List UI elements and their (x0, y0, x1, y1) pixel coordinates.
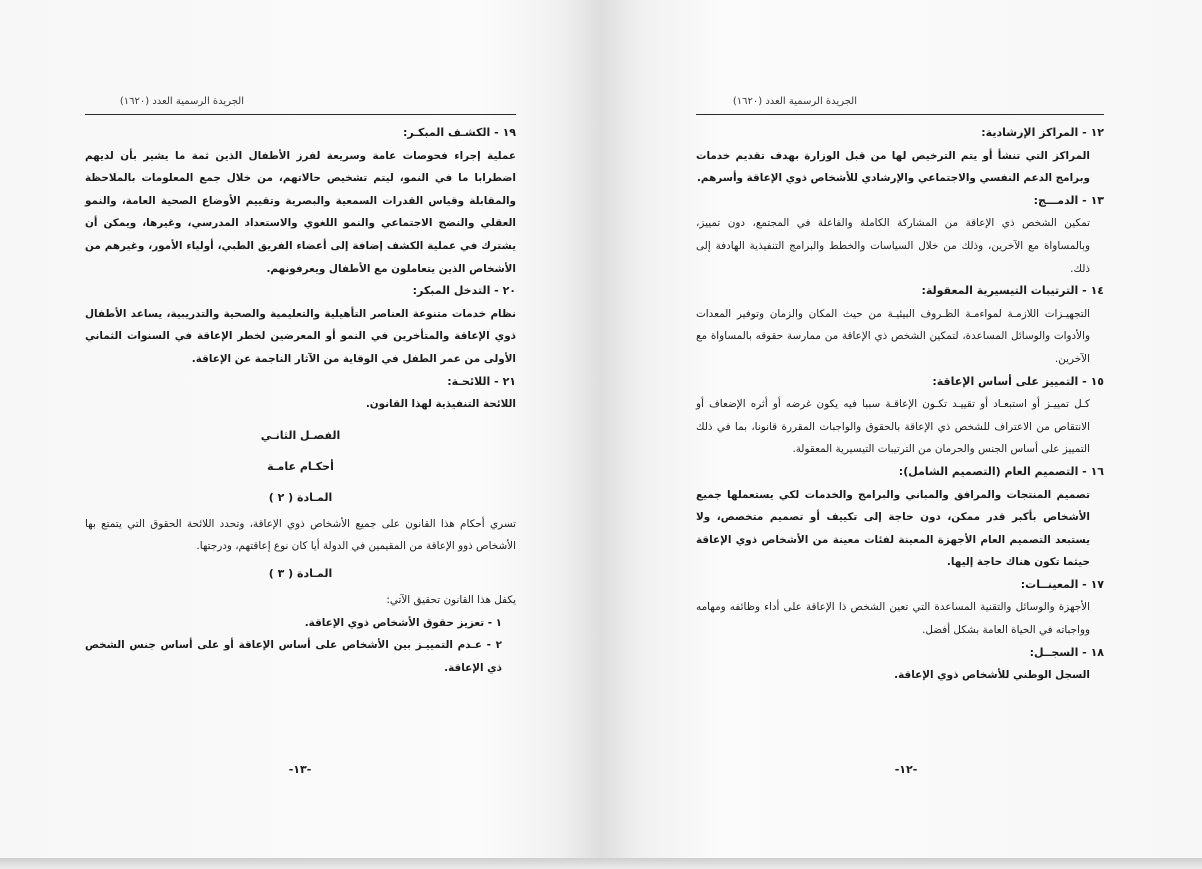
right-page (601, 0, 1202, 862)
definition-17-title: ١٧ - المعينــات: (1020, 577, 1104, 591)
definition-12-text: المراكز التي تنشأ أو يتم الترخيص لها من قبل الوزارة بهدف تقديم خدمات وبرامج الدعم النفسي والاجتماعي والإرشادي للأشخاص ذوي الإعاقة وأسرهم. (696, 149, 1090, 185)
left-page-content (85, 122, 516, 679)
definition-14-text: التجهيـزات اللازمـة لمواءمـة الظـروف البيئيـة من حيث المكان والزمان وتوفير المعدات والأدوات والوسائل المساعدة، لتمكين الشخص ذي الإعاقة من ممارسة حقوقه بالمساواة مع الآخرين. (696, 307, 1090, 365)
definition-21-text: اللائحة التنفيذية لهذا القانون. (365, 398, 516, 411)
definition-16-text: تصميم المنتجات والمرافق والمباني والبرامج والخدمات لكي يستعملها جميع الأشخاص بأكبر قدر ممكن، دون حاجة إلى تكييف أو تصميم متخصص، ولا يستبعد التصميم العام الأجهزة المعينة لفئات معينة من الأشخاص ذوي الإعاقة حيثما تكون هناك حاجة إليها. (696, 488, 1090, 569)
definition-17-text: الأجهزة والوسائل والتقنية المساعدة التي تعين الشخص ذا الإعاقة على أداء وظائفه ومهامه وواجباته في الحياة العامة بشكل أفضل. (696, 601, 1090, 637)
article-3-item-1: ١ - تعزيز حقوق الأشخاص ذوي الإعاقة. (304, 616, 502, 629)
definition-19-text: عملية إجراء فحوصات عامة وسريعة لفرز الأطفال الذين ثمة ما يشير بأن لديهم اضطرابا ما في النمو، ليتم تشخيص حالاتهم، من خلال جمع المعلومات بالملاحظة والمقابلة وقياس القدرات السمعية والبصرية وتقييم الأوضاع الصحية العامة، والنمو العقلي والنضج الاجتماعي والنمو اللغوي والاستعداد المدرسي، وغيرها، ويمكن أن يشترك في عملية الكشف إضافة إلى أعضاء الفريق الطبي، أولياء الأمور، وغيرهم من الأشخاص الذين يتعاملون مع الأطفال ويعرفونهم. (85, 149, 516, 275)
article-3-intro: يكفل هذا القانون تحقيق الآتي: (386, 593, 516, 606)
book-edge-shadow (0, 858, 1202, 869)
definition-16-title: ١٦ - التصميم العام (التصميم الشامل): (898, 464, 1104, 478)
definition-12-title: ١٢ - المراكز الإرشادية: (981, 126, 1104, 139)
article-2-text: تسري أحكام هذا القانون على جميع الأشخاص ذوي الإعاقة، وتحدد اللائحة الحقوق التي يتمتع بها الأشخاص ذوو الإعاقة من المقيمين في الدولة أيا كان نوع إعاقتهم، ودرجتها. (85, 517, 516, 553)
chapter-heading: الفصـل الثانـي (260, 428, 341, 442)
chapter-title: أحكـام عامـة (267, 459, 334, 473)
header-rule (696, 114, 1104, 115)
page-number: -١٢- (894, 763, 918, 776)
article-2-title: المـادة ( ٢ ) (268, 490, 333, 504)
definition-15-text: كـل تمييـز أو استبعـاد أو تقييـد تكـون الإعاقـة سببا فيه يكون غرضه أو أثره الإضعاف أو الانتقاص من الاعتراف للشخص ذي الإعاقة بالحقوق والواجبات المقررة قانونا، بما في ذلك التمييز على أساس الجنس والحرمان من الترتيبات التيسيرية المعقولة. (696, 398, 1090, 456)
page-number: -١٣- (288, 763, 312, 776)
definition-18-text: السجل الوطني للأشخاص ذوي الإعاقة. (894, 669, 1090, 682)
definition-21-title: ٢١ - اللائحـة: (447, 374, 516, 388)
running-head: الجريدة الرسمية العدد (١٦٢٠) (732, 96, 857, 107)
article-3-title: المـادة ( ٣ ) (268, 566, 333, 580)
definition-19-title: ١٩ - الكشـف المبكـر: (402, 126, 516, 139)
left-page (0, 0, 601, 862)
definition-20-text: نظام خدمات متنوعة العناصر التأهيلية والتعليمية والصحية والتدريبية، يساعد الأطفال ذوي الإعاقة والمتأخرين في النمو أو المعرضين لخطر الإعاقة في السنوات الثماني الأولى من عمر الطفل في الوقاية من الآثار الناجمة عن الإعاقة. (85, 307, 516, 365)
header-rule (85, 114, 516, 115)
definition-13-text: تمكين الشخص ذي الإعاقة من المشاركة الكاملة والفاعلة في المجتمع، دون تمييز، وبالمساواة مع الآخرين، وذلك من خلال السياسات والخطط والبرامج التنفيذية الهادفة إلى ذلك. (696, 217, 1090, 275)
definition-20-title: ٢٠ - التدخل المبكر: (412, 284, 516, 298)
definition-18-title: ١٨ - السجــل: (1029, 645, 1104, 659)
definition-13-title: ١٣ - الدمـــج: (1033, 193, 1104, 207)
article-3-item-2: ٢ - عـدم التمييـز بين الأشخاص على أساس الإعاقة أو على أساس جنس الشخص ذي الإعاقة. (85, 639, 502, 674)
right-page-content (696, 122, 1104, 687)
definition-15-title: ١٥ - التمييز على أساس الإعاقة: (932, 374, 1104, 388)
definition-14-title: ١٤ - الترتيبات التيسيرية المعقولة: (921, 284, 1104, 298)
running-head: الجريدة الرسمية العدد (١٦٢٠) (119, 96, 244, 107)
